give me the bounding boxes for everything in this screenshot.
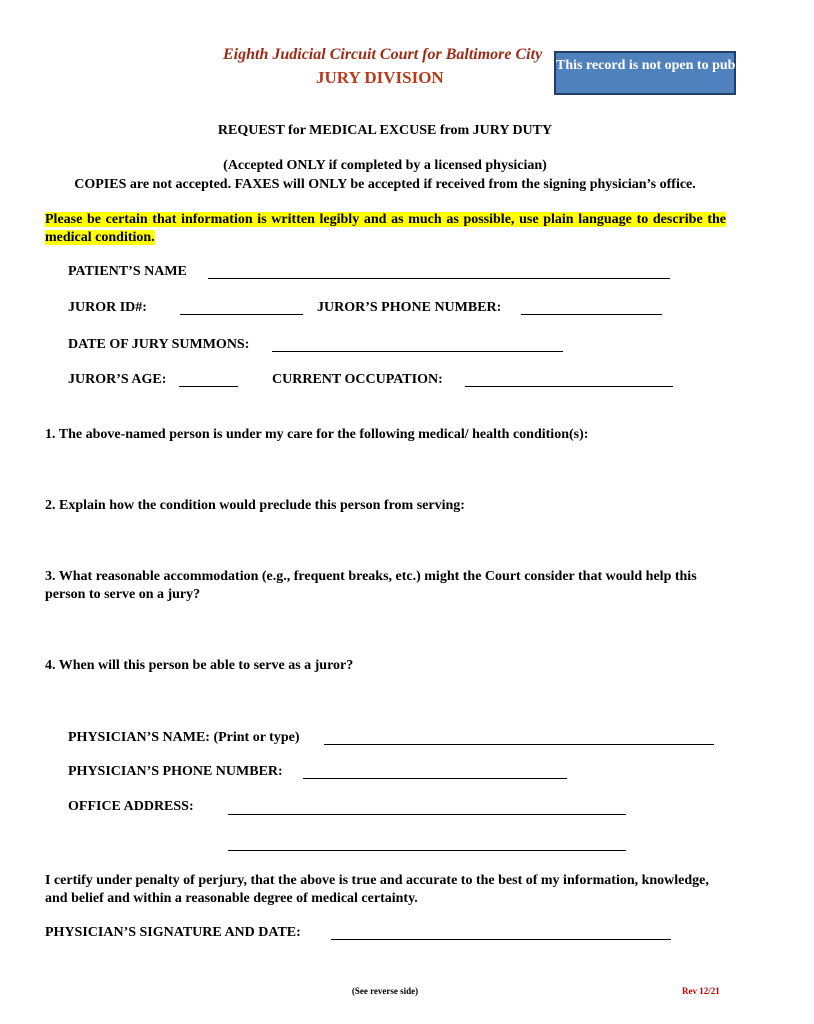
summons-date-label: DATE OF JURY SUMMONS:: [68, 337, 250, 352]
office-address-field-line-1[interactable]: [228, 800, 626, 815]
question-3: 3. What reasonable accommodation (e.g., frequent breaks, etc.) might the Court consider that would help this person to serve on a jury?: [45, 569, 697, 602]
occupation-field[interactable]: [465, 372, 673, 387]
juror-phone-field[interactable]: [521, 300, 662, 315]
certification-statement: I certify under penalty of perjury, that the above is true and accurate to the best of my information, knowledge, and belief and within a reasonable degree of medical certainty.: [45, 873, 709, 906]
juror-id-label: JUROR ID#:: [68, 300, 147, 315]
physician-phone-field[interactable]: [303, 764, 567, 779]
juror-age-label: JUROR’S AGE:: [68, 372, 167, 387]
accepted-note: (Accepted ONLY if completed by a licensed physician): [223, 158, 547, 173]
physician-phone-label: PHYSICIAN’S PHONE NUMBER:: [68, 764, 283, 779]
patient-name-label: PATIENT’S NAME: [68, 264, 187, 279]
juror-phone-label: JUROR’S PHONE NUMBER:: [317, 300, 502, 315]
summons-date-field[interactable]: [272, 337, 563, 352]
division-title: JURY DIVISION: [316, 68, 444, 87]
occupation-label: CURRENT OCCUPATION:: [272, 372, 443, 387]
copies-note: COPIES are not accepted. FAXES will ONLY be accepted if received from the signing physician’s office.: [74, 177, 696, 192]
confidential-notice-box: [554, 51, 814, 95]
confidential-notice-text: This record is not open to public inspection: [556, 58, 814, 73]
question-1: 1. The above-named person is under my care for the following medical/ health condition(s):: [45, 427, 589, 442]
juror-age-field[interactable]: [179, 372, 238, 387]
physician-name-field[interactable]: [324, 730, 714, 745]
form-title: REQUEST for MEDICAL EXCUSE from JURY DUTY: [217, 123, 553, 138]
court-name: Eighth Judicial Circuit Court for Baltimore City: [223, 46, 543, 63]
office-address-field-line-2[interactable]: [228, 836, 626, 851]
question-2: 2. Explain how the condition would preclude this person from serving:: [45, 498, 465, 513]
physician-name-label: PHYSICIAN’S NAME: (Print or type): [68, 730, 300, 745]
legibility-instruction-text: Please be certain that information is written legibly and as much as possible, use plain language to describe the medical condition.: [45, 212, 726, 245]
see-reverse-note: (See reverse side): [351, 986, 419, 996]
legibility-instruction: [45, 211, 726, 247]
revision-label: Rev 12/21: [682, 986, 720, 996]
juror-id-field[interactable]: [180, 300, 303, 315]
patient-name-field[interactable]: [208, 264, 670, 279]
office-address-label: OFFICE ADDRESS:: [68, 799, 194, 814]
signature-label: PHYSICIAN’S SIGNATURE AND DATE:: [45, 925, 301, 940]
question-4: 4. When will this person be able to serve as a juror?: [45, 658, 354, 673]
signature-field[interactable]: [331, 925, 671, 940]
